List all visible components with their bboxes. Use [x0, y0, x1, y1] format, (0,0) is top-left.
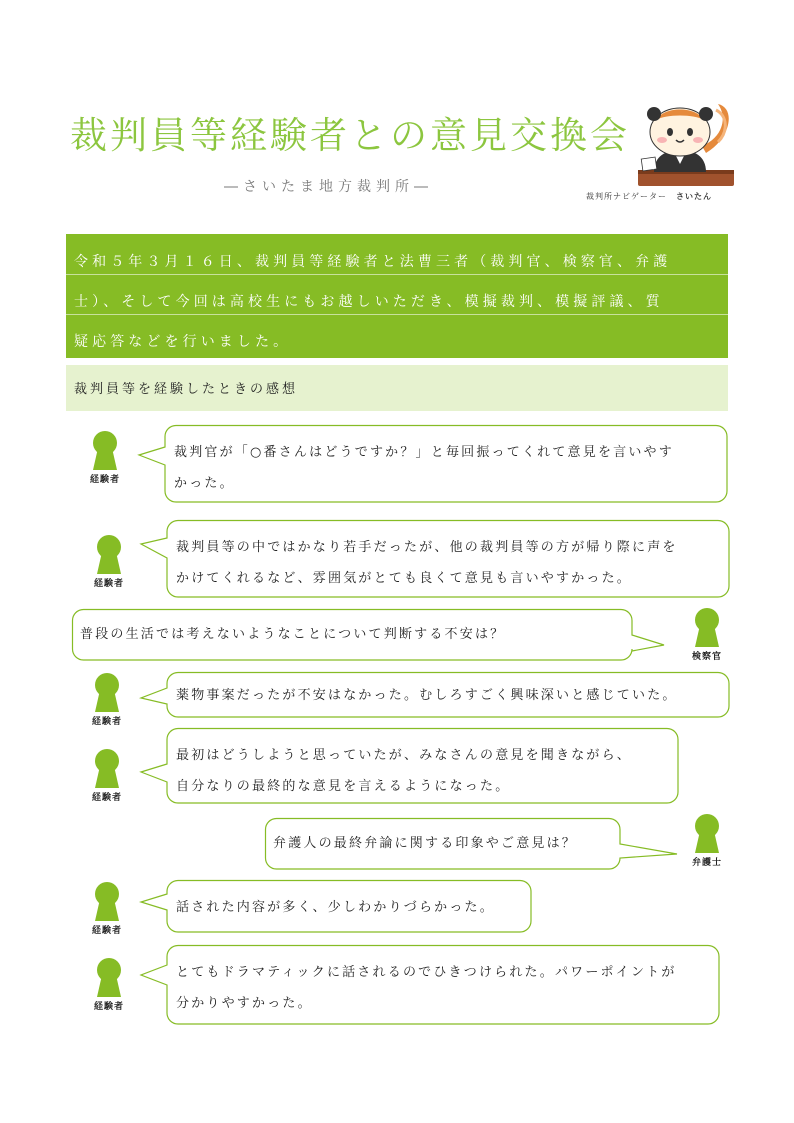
intro-line: 令和５年３月１６日、裁判員等経験者と法曹三者（裁判官、検察官、弁護: [74, 254, 672, 270]
bubble-line: 最初はどうしようと思っていたが、みなさんの意見を聞きながら、: [176, 748, 633, 763]
speaker-juror: [82, 672, 132, 727]
person-icon: [692, 813, 722, 853]
speaker-label: 経験者: [91, 793, 122, 803]
speaker-label: 経験者: [91, 926, 122, 936]
speaker-juror: [80, 430, 130, 485]
mascot-illustration: [636, 98, 740, 190]
bubble-line: とてもドラマティックに話されるのでひきつけられた。パワーポイントが: [176, 965, 677, 980]
person-icon: [94, 957, 124, 997]
speaker-label: 経験者: [93, 579, 124, 589]
bubble-line: 話された内容が多く、少しわかりづらかった。: [176, 900, 495, 915]
intro-box: [66, 234, 728, 358]
person-icon: [692, 607, 722, 647]
speaker-juror: [82, 748, 132, 803]
speaker-label: 検察官: [691, 652, 722, 662]
intro-line: 士）、そして今回は高校生にもお越しいただき、模擬裁判、模擬評議、質: [74, 294, 664, 310]
person-icon: [94, 534, 124, 574]
speaker-label: 経験者: [91, 717, 122, 727]
speaker-juror: [84, 534, 134, 589]
bubble-line: かけてくれるなど、雰囲気がとても良くて意見も言いやすかった。: [176, 571, 633, 586]
speaker-label: 経験者: [89, 475, 120, 485]
person-icon: [92, 748, 122, 788]
speaker-juror: [84, 957, 134, 1012]
speaker-defense-lawyer: [682, 813, 732, 868]
bubble-line: 裁判員等の中ではかなり若手だったが、他の裁判員等の方が帰り際に声を: [176, 540, 678, 555]
section-heading: 裁判員等を経験したときの感想: [66, 365, 728, 411]
speaker-prosecutor: [682, 607, 732, 662]
mascot-caption: 裁判所ナビゲーター さいたん: [586, 192, 712, 201]
speaker-juror: [82, 881, 132, 936]
page-title: 裁判員等経験者との意見交換会: [70, 114, 630, 157]
bubble-line: 裁判官が「○番さんはどうですか？」と毎回振ってくれて意見を言いやす: [174, 445, 674, 460]
bubble-line: 普段の生活では考えないようなことについて判断する不安は？: [80, 627, 506, 642]
bubble-line: 自分なりの最終的な意見を言えるようになった。: [176, 779, 511, 794]
bubble-line: 薬物事案だったが不安はなかった。むしろすごく興味深いと感じていた。: [176, 688, 678, 703]
speaker-label: 経験者: [93, 1002, 124, 1012]
bubble-line: 弁護人の最終弁論に関する印象やご意見は？: [273, 836, 578, 851]
bubble-line: かった。: [174, 476, 235, 491]
person-icon: [92, 881, 122, 921]
bubble-line: 分かりやすかった。: [176, 996, 313, 1011]
person-icon: [90, 430, 120, 470]
intro-line: 疑応答などを行いました。: [74, 334, 292, 350]
page-subtitle: ―さいたま地方裁判所―: [224, 179, 433, 195]
person-icon: [92, 672, 122, 712]
speaker-label: 弁護士: [691, 858, 722, 868]
